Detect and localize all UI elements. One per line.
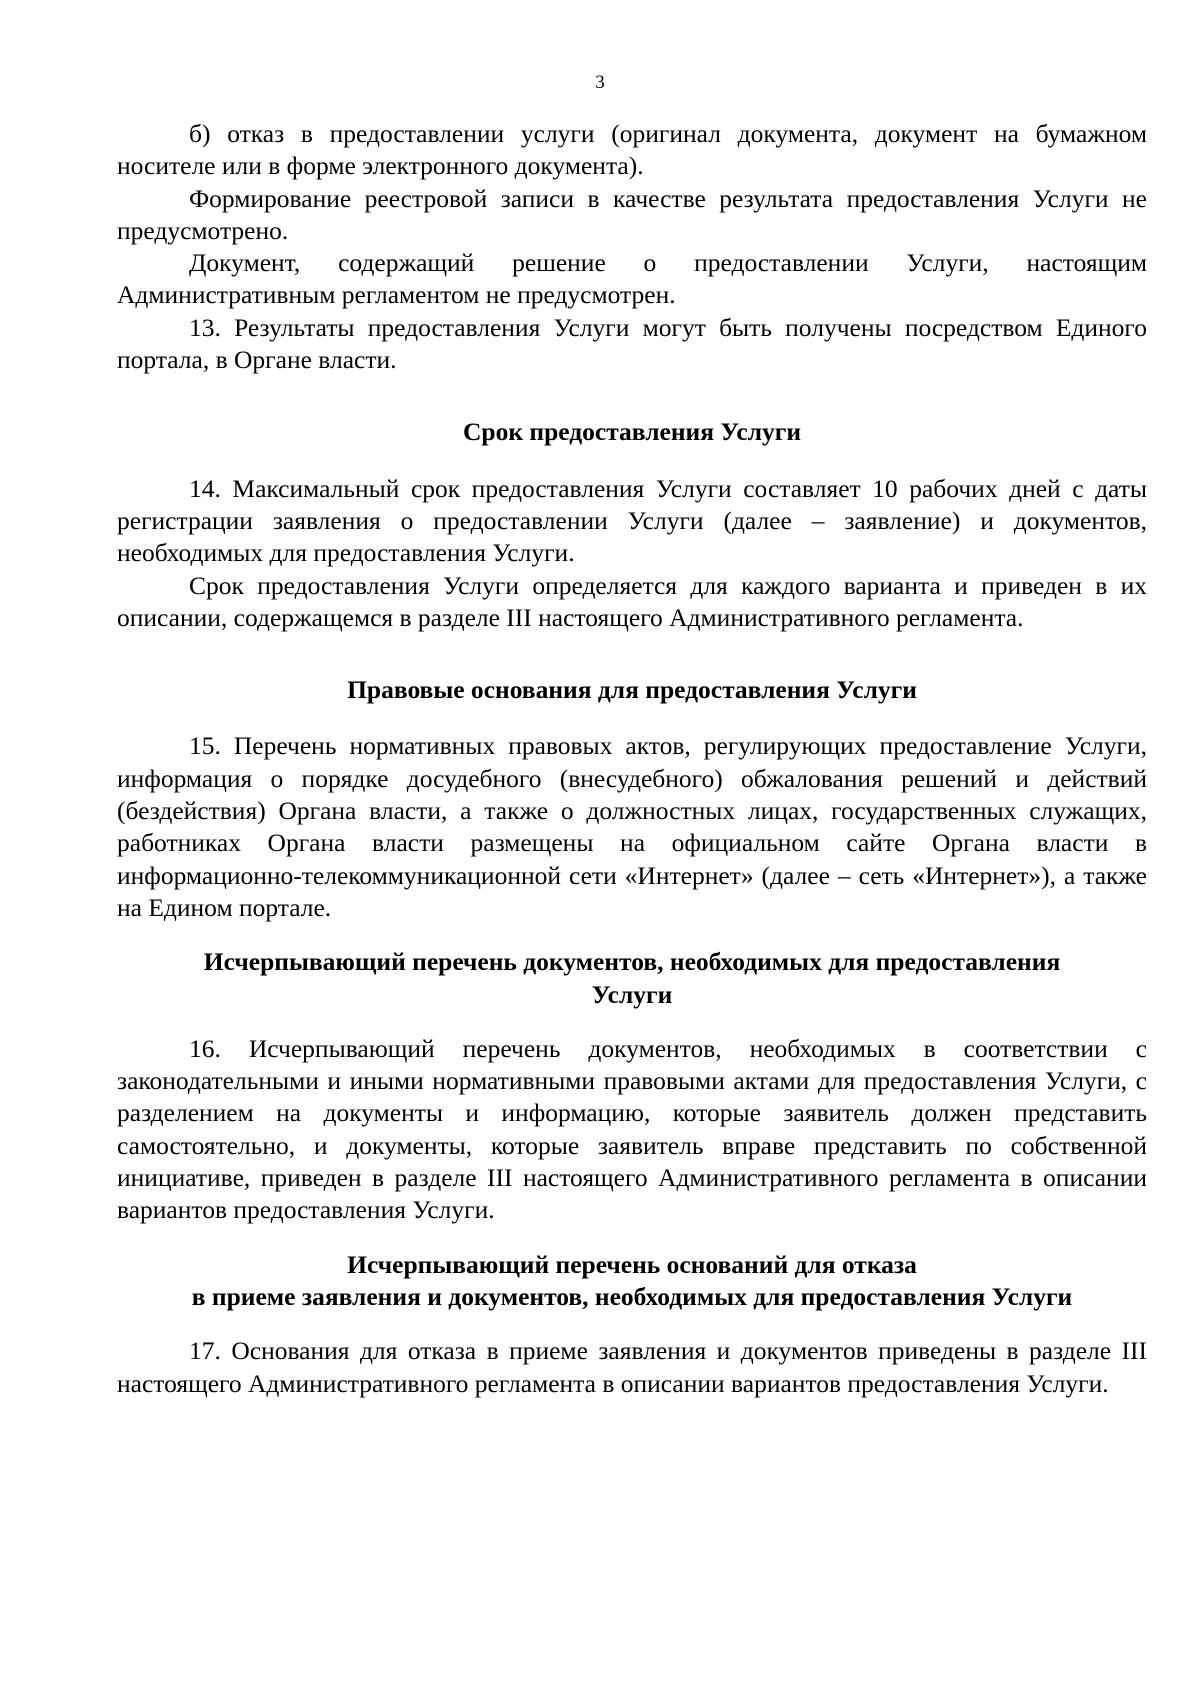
heading-line: Правовые основания для предоставления Услуги xyxy=(347,675,917,705)
heading-line: Исчерпывающий перечень оснований для отказа xyxy=(347,1249,917,1279)
heading-line: Срок предоставления Услуги xyxy=(462,417,802,447)
paragraph-refusal-result: б) отказ в предоставлении услуги (оригинал документа, документ на бумажном носителе или в форме электронного документа). xyxy=(117,119,1147,181)
heading-line: Исчерпывающий перечень документов, необходимых для предоставления xyxy=(203,947,1061,977)
heading-refusal-grounds xyxy=(117,1249,1147,1314)
heading-service-term xyxy=(117,416,1147,448)
heading-line: в приеме заявления и документов, необходимых для предоставления Услуги xyxy=(191,1281,1073,1311)
heading-line: Услуги xyxy=(591,979,673,1009)
paragraph-17: 17. Основания для отказа в приеме заявления и документов приведены в разделе III настоящего Административного регламента в описании вариантов предоставления Услуги. xyxy=(117,1336,1147,1398)
paragraph-decision-document: Документ, содержащий решение о предоставлении Услуги, настоящим Административным регламентом не предусмотрен. xyxy=(117,248,1147,310)
page-number: 3 xyxy=(595,72,605,93)
document-body xyxy=(117,118,1147,1400)
paragraph-16: 16. Исчерпывающий перечень документов, необходимых в соответствии с законодательными и иными нормативными правовыми актами для предоставления Услуги, с разделением на документы и информацию, которые заявитель должен представить самостоятельно, и документы, которые заявитель вправе представить по собственной инициативе, приведен в разделе III настоящего Административного регламента в описании вариантов предоставления Услуги. xyxy=(117,1033,1147,1225)
paragraph-13: 13. Результаты предоставления Услуги могут быть получены посредством Единого портала, в Органе власти. xyxy=(117,312,1147,375)
paragraph-14: 14. Максимальный срок предоставления Услуги составляет 10 рабочих дней с даты регистрации заявления о предоставлении Услуги (далее – заявление) и документов, необходимых для предоставления Услуги. xyxy=(117,473,1147,568)
paragraph-registry-record: Формирование реестровой записи в качестве результата предоставления Услуги не предусмотрено. xyxy=(117,183,1147,245)
heading-documents-list xyxy=(117,946,1147,1011)
paragraph-term-variants: Срок предоставления Услуги определяется для каждого варианта и приведен в их описании, содержащемся в разделе III настоящего Административного регламента. xyxy=(117,570,1147,632)
paragraph-15: 15. Перечень нормативных правовых актов, регулирующих предоставление Услуги, информация о порядке досудебного (внесудебного) обжалования решений и действий (бездействия) Органа власти, а также о должностных лицах, государственных служащих, работниках Органа власти размещены на официальном сайте Органа власти в информационно-телекоммуникационной сети «Интернет» (далее – сеть «Интернет»), а также на Едином портале. xyxy=(117,731,1147,922)
heading-legal-basis xyxy=(117,674,1147,706)
